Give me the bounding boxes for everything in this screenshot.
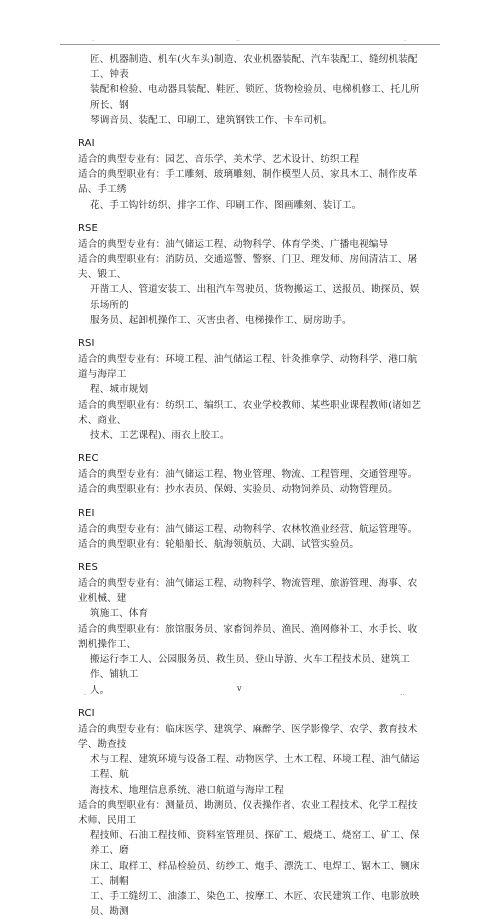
page-number: v [237,684,242,693]
typical-jobs [78,252,424,328]
section-code: RAI [78,138,95,150]
header-mark-mid: .. [236,36,240,43]
section-code: REC [78,453,99,465]
typical-majors [78,152,424,167]
text-line: 适合的典型专业有：油气储运工程、动物科学、农林牧渔业经营、航运管理等。 [78,523,418,535]
text-line: 海技术、地理信息系统、港口航道与海岸工程 [90,784,284,796]
text-line: 服务员、起卸机操作工、灭害虫者、电梯操作工、厨房助手。 [90,314,352,326]
text-line: 适合的典型职业有：纺织工、编织工、农业学校教师、某些职业课程教师(诸如艺术、商业、 [78,399,422,426]
text-line: 适合的典型专业有：环境工程、油气储运工程、针灸推拿学、动物科学、港口航道与海岸工 [78,354,418,381]
text-line: 床工、取样工、样品检验员、纺纱工、炮手、漂洗工、电焊工、锯木工、铡床工、制帽 [90,860,420,887]
section-code: REI [78,507,95,519]
typical-majors [78,237,424,252]
header-mark-right: . [404,36,406,43]
text-line: 工、手工缝纫工、油漆工、染色工、按摩工、木匠、农民建筑工作、电影放映员、勘测 [90,890,420,918]
section-code: RCI [78,707,95,719]
text-line: 适合的典型职业有：轮船船长、航海领航员、大副、试管实验员。 [78,538,360,550]
header-mark-left: . [92,36,94,43]
section-rei [78,507,424,552]
intro-line: 装配和检验、电动器具装配、鞋匠、锁匠、货物检验员、电梯机修工、托儿所所长、钢 [90,84,420,111]
sections-container [78,137,424,919]
text-line: 搬运行李工人、公园服务员、救生员、登山导游、火车工程技术员、建筑工作、铺轨工 [90,654,410,681]
text-line: 技术、工艺课程)、雨衣上胶工。 [90,430,230,442]
typical-jobs [78,398,424,444]
section-rci [78,707,424,919]
text-line: 花、手工钩针纺织、排字工作、印刷工作、图画雕刻、装订工。 [90,199,362,211]
text-line: 术与工程、建筑环境与设备工程、动物医学、土木工程、环境工程、油气储运工程、航 [90,754,420,781]
typical-majors [78,522,424,537]
section-rsi [78,337,424,443]
typical-jobs [78,537,424,552]
typical-jobs [78,798,424,919]
text-line: 程技师、石油工程技师、资料室管理员、探矿工、煅烧工、烧窑工、矿工、保养工、磨 [90,830,420,857]
text-line: 适合的典型专业有：临床医学、建筑学、麻醉学、医学影像学、农学、教育技术学、勘查技 [78,723,418,750]
header-rule [60,44,440,45]
text-line: 人。 [90,684,110,696]
text-line: 适合的典型专业有：油气储运工程、物业管理、物流、工程管理、交通管理等。 [78,469,418,481]
typical-majors [78,576,424,622]
intro-line: 匠、机器制造、机车(火车头)制造、农业机器装配、汽车装配工、缝纫机装配工、钟表 [90,54,418,81]
section-code: RSI [78,338,95,350]
text-line: 程、城市规划 [90,384,149,396]
typical-majors [78,467,424,482]
intro-paragraph [78,52,424,128]
footer-mark-right: .. [400,689,405,697]
section-rse [78,222,424,328]
typical-majors [78,722,424,798]
text-line: 适合的典型职业有：测量员、勘测员、仪表操作者、农业工程技术、化学工程技术师、民用工 [78,799,418,826]
text-line: 适合的典型职业有：抄水表员、保姆、实验员、动物饲养员、动物管理员。 [78,484,398,496]
text-line: 适合的典型职业有：手工雕刻、玻璃雕刻、制作模型人员、家具木工、制作皮革品、手工绣 [78,169,418,196]
text-line: 适合的典型专业有：园艺、音乐学、美术学、艺术设计、纺织工程 [78,154,360,166]
section-rai [78,137,424,213]
section-res [78,561,424,698]
text-line: 适合的典型专业有：油气储运工程、动物科学、物流管理、旅游管理、海事、农业机械、建 [78,578,418,605]
text-line: 适合的典型职业有：消防员、交通巡警、警察、门卫、理发师、房间清洁工、屠夫、锻工、 [78,254,418,281]
section-code: RES [78,562,98,574]
section-code: RSE [78,222,98,234]
typical-majors [78,352,424,398]
text-line: 适合的典型职业有：旅馆服务员、家畜饲养员、渔民、渔网修补工、水手长、收割机操作工、 [78,623,418,650]
typical-jobs [78,622,424,698]
footer-mark-left: . [84,689,87,697]
text-line: 适合的典型专业有：油气储运工程、动物科学、体育学类、广播电视编导 [78,238,389,250]
text-line: 筑施工、体育 [90,608,149,620]
typical-jobs [78,167,424,213]
text-line: 开凿工人、管道安装工、出租汽车驾驶员、货物搬运工、送报员、勘探员、娱乐场所的 [90,284,420,311]
intro-line: 琴调音员、装配工、印刷工、建筑钢铁工作、卡车司机。 [90,114,333,126]
section-rec [78,452,424,497]
typical-jobs [78,482,424,497]
document-body [78,52,424,919]
